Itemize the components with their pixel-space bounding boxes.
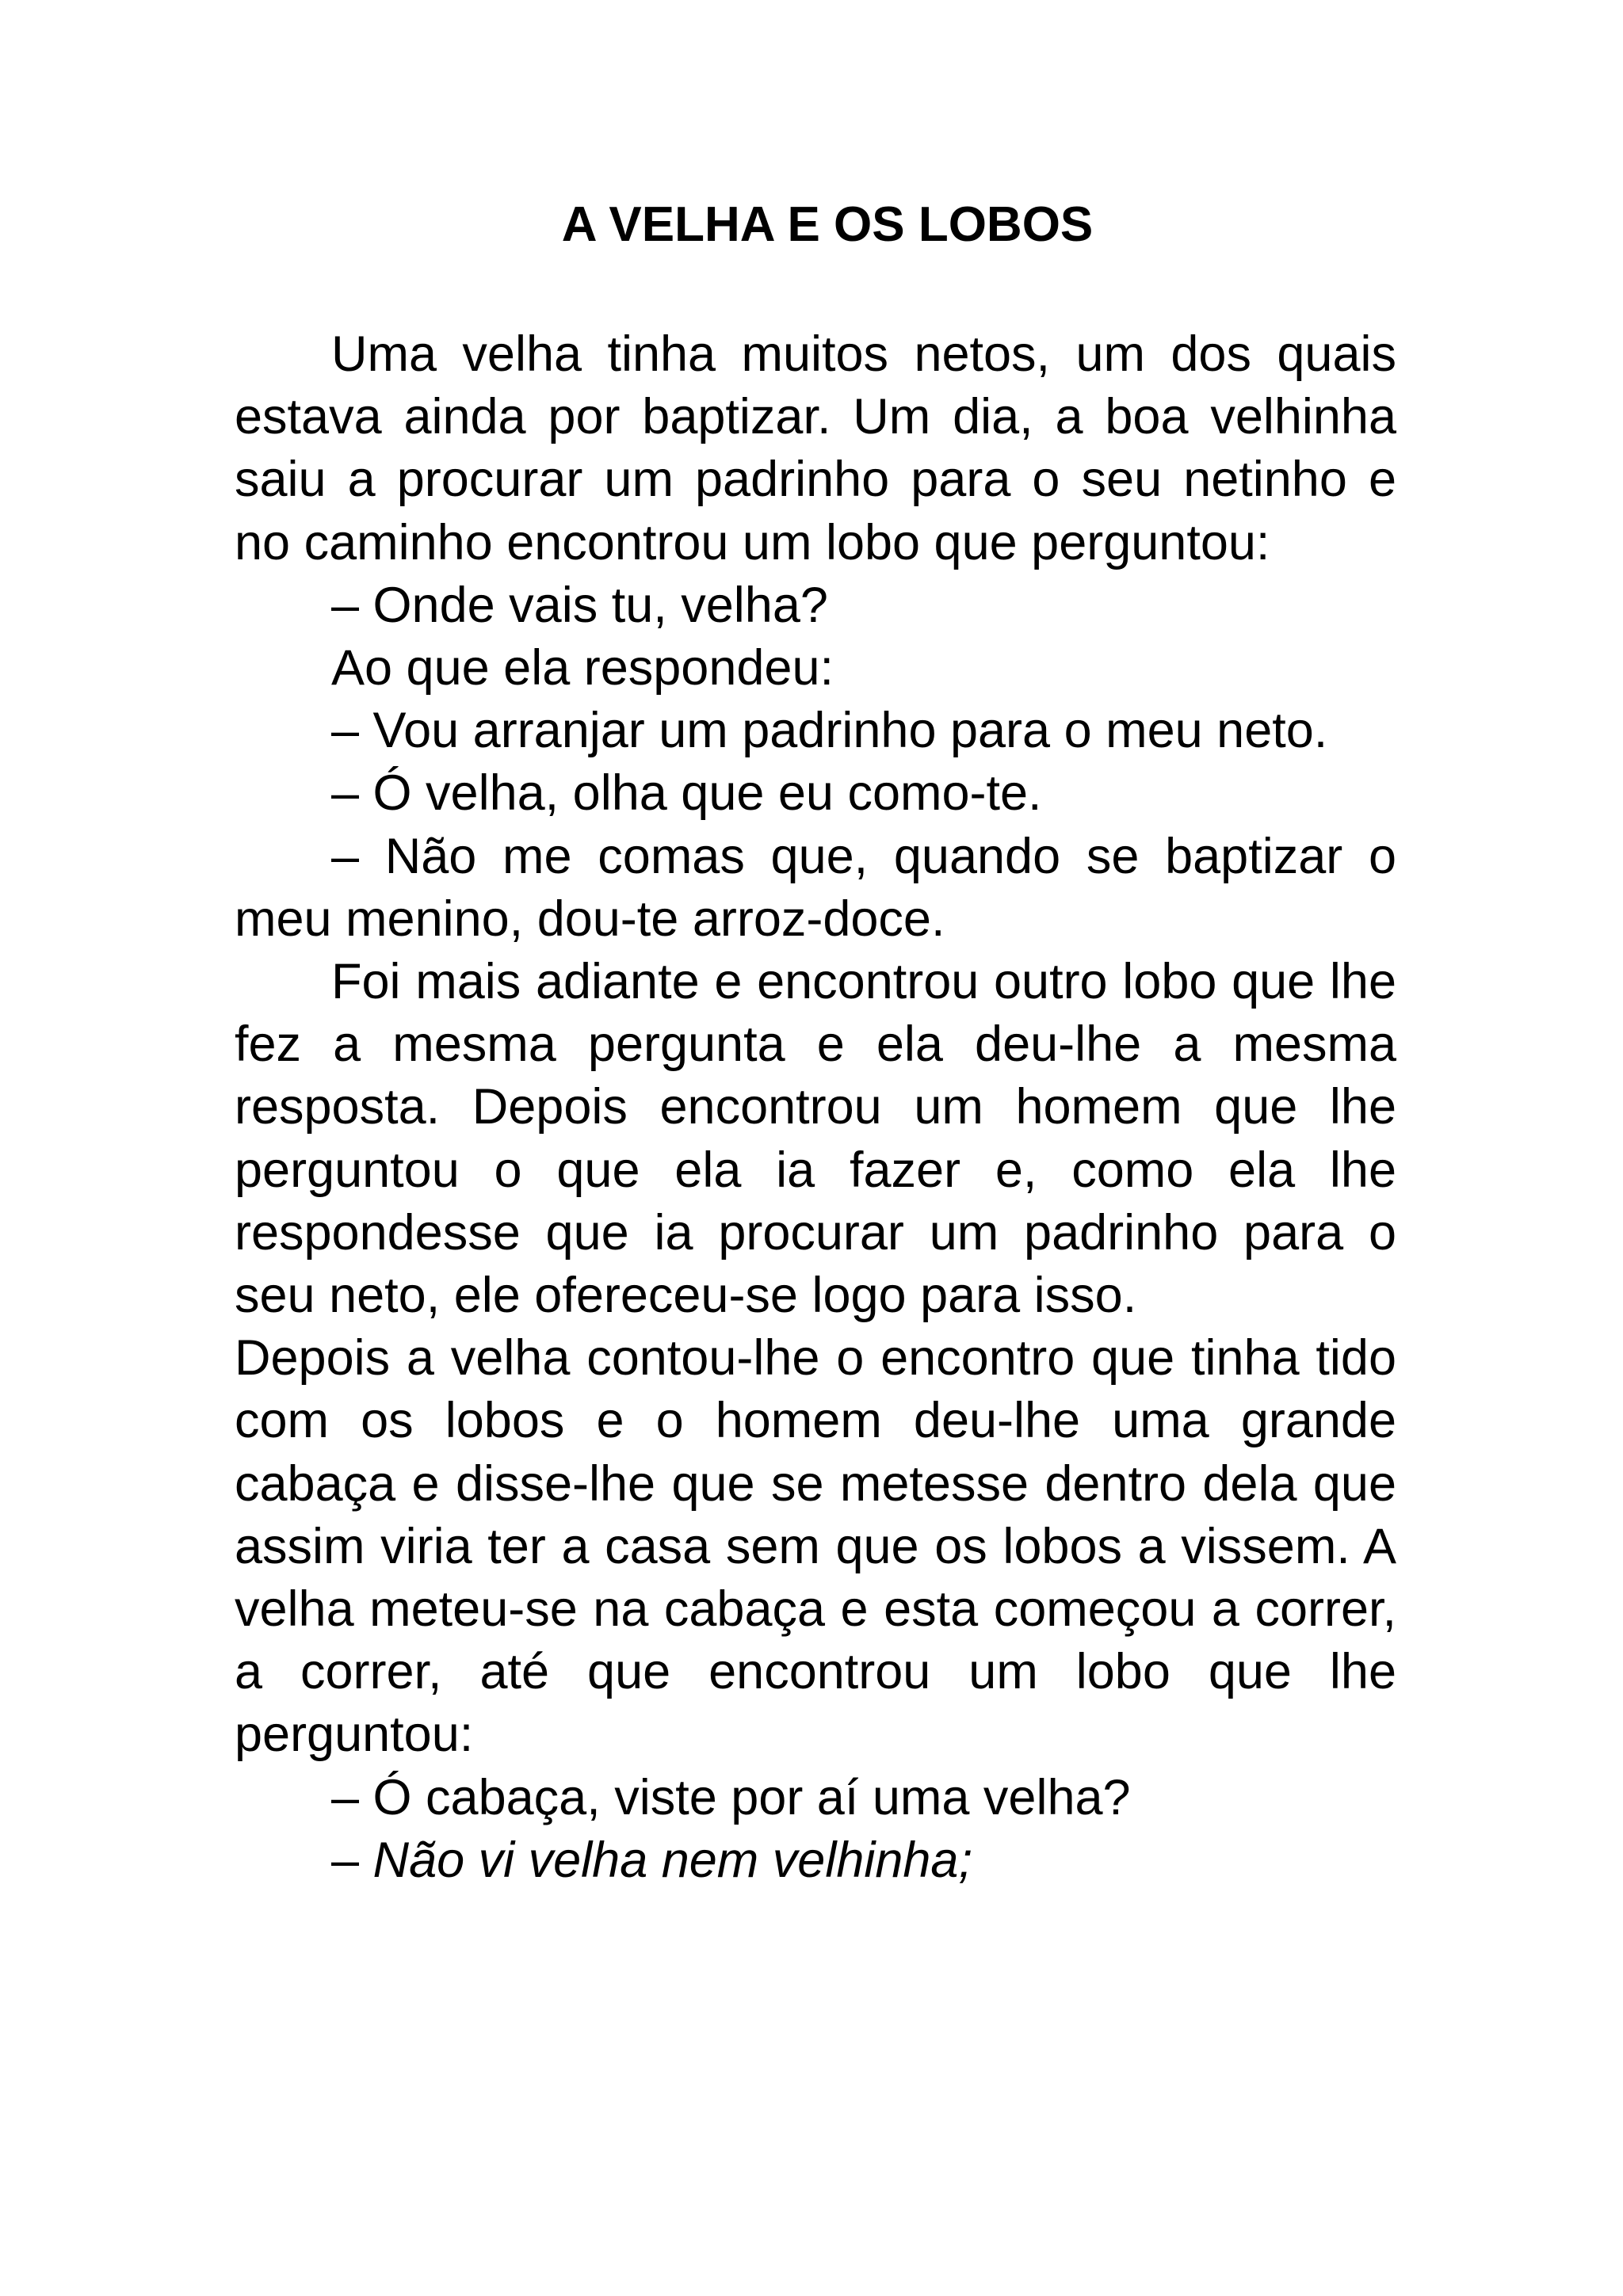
paragraph: Uma velha tinha muitos netos, um dos quais estava ainda por baptizar. Um dia, a boa velhinha saiu a procurar um padrinho para o seu netinho e no caminho encontrou um lobo que perguntou:: [235, 326, 1396, 570]
dialogue-line: – Onde vais tu, velha?: [331, 577, 828, 633]
paragraph: Depois a velha contou-lhe o encontro que tinha tido com os lobos e o homem deu-lhe uma grande cabaça e disse-lhe que se metesse dentro dela que assim viria ter a casa sem que os lobos a vissem. A velha meteu-se na cabaça e esta começou a correr, a correr, até que encontrou um lobo que lhe perguntou:: [235, 1330, 1396, 1763]
paragraph: Ao que ela respondeu:: [331, 640, 834, 696]
paragraph: Foi mais adiante e encontrou outro lobo que lhe fez a mesma pergunta e ela deu-lhe a mesma resposta. Depois encontrou um homem que lhe perguntou o que ela ia fazer e, como ela lhe respondesse que ia procurar um padrinho para o seu neto, ele ofereceu-se logo para isso.: [235, 954, 1396, 1324]
dialogue-line: – Ó cabaça, viste por aí uma velha?: [331, 1769, 1131, 1825]
dialogue-line: [235, 1829, 1396, 1892]
dialogue-line: – Ó velha, olha que eu como-te.: [331, 765, 1042, 822]
dialogue-line: – Vou arranjar um padrinho para o meu neto.: [331, 703, 1328, 759]
document-title: A VELHA E OS LOBOS: [561, 197, 1094, 252]
document-body: [235, 323, 1396, 1892]
dialogue-dash: –: [331, 1832, 373, 1888]
italic-verse: Não vi velha nem velhinha;: [372, 1832, 972, 1888]
dialogue-line: – Não me comas que, quando se baptizar o meu menino, dou-te arroz-doce.: [235, 828, 1396, 947]
